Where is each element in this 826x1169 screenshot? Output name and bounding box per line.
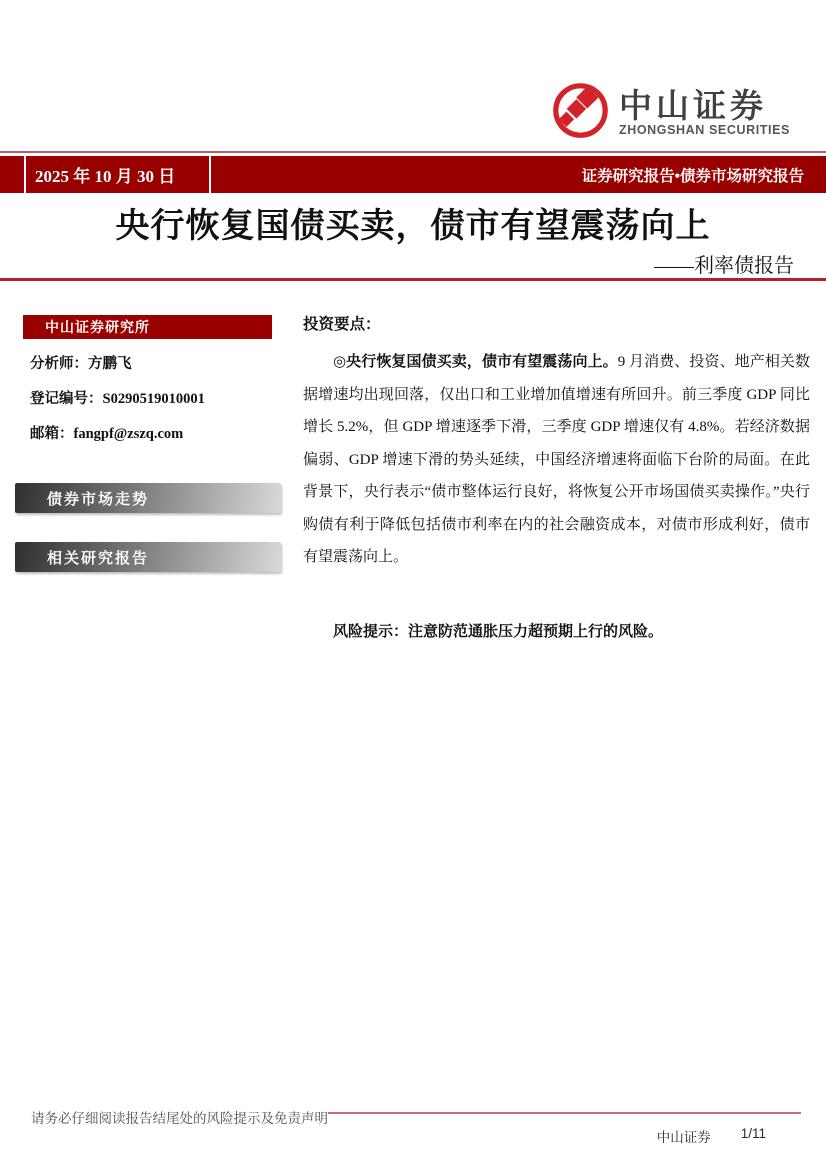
investment-points-heading: 投资要点： — [303, 316, 381, 333]
footer-rule — [328, 1112, 801, 1114]
footer-disclaimer: 请务必仔细阅读报告结尾处的风险提示及免责声明 — [31, 1111, 328, 1126]
paragraph-lead-bold: ◎央行恢复国债买卖，债市有望震荡向上。 — [333, 354, 618, 370]
logo-name-en: ZHONGSHAN SECURITIES — [618, 123, 790, 138]
report-subtitle: ——利率债报告 — [654, 255, 794, 277]
sidebar-institute-bar: 中山证券研究所 — [23, 315, 272, 339]
company-logo — [552, 82, 790, 144]
sidebar-section-market-trend: 债券市场走势 — [15, 483, 281, 513]
sidebar-section-related-reports: 相关研究报告 — [15, 542, 281, 572]
email-address: fangpf@zszq.com — [73, 426, 184, 442]
logo-text — [618, 86, 790, 138]
report-meta-bar — [0, 156, 826, 193]
email-field — [30, 422, 183, 443]
email-label: 邮箱： — [30, 426, 74, 442]
report-date: 2025 年 10 月 30 日 — [26, 156, 211, 193]
footer-pageinfo — [657, 1126, 766, 1146]
footer-company: 中山证券 — [656, 1130, 711, 1145]
logo-mark-icon — [552, 82, 609, 144]
analyst-name: 方鹏飞 — [88, 356, 132, 372]
analyst-field — [30, 352, 132, 373]
license-label: 登记编号： — [30, 391, 103, 407]
footer-page-number: 1/11 — [740, 1126, 766, 1141]
logo-name-cn: 中山证券 — [618, 86, 767, 124]
paragraph-body: 9 月消费、投资、地产相关数据增速均出现回落，仅出口和工业增加值增速有所回升。前三季度 GDP 同比增长 5.2%，但 GDP 增速逐季下滑，三季度 GDP 增速仅有 4.8%。若经济数据偏弱、GDP 增速下滑的势头延续，中国经济增速将面临下台阶的局面。在此背景下，央行表示“债市整体运行良好，将恢复公开市场国债买卖操作。”央行购债有利于降低包括债市利率在内的社会融资成本，对债市形成利好，债市有望震荡向上。 — [303, 354, 810, 565]
meta-bar-spacer-cell — [0, 156, 26, 193]
license-number: S0290519010001 — [102, 391, 205, 407]
investment-points-paragraph — [303, 346, 810, 574]
report-title: 央行恢复国债买卖，债市有望震荡向上 — [115, 208, 711, 245]
report-category: 证券研究报告•债券市场研究报告 — [581, 167, 804, 185]
license-field — [30, 387, 205, 408]
risk-warning: 风险提示：注意防范通胀压力超预期上行的风险。 — [333, 624, 664, 640]
title-rule — [0, 278, 826, 281]
letterhead-divider — [0, 151, 826, 153]
analyst-label: 分析师： — [30, 356, 88, 372]
